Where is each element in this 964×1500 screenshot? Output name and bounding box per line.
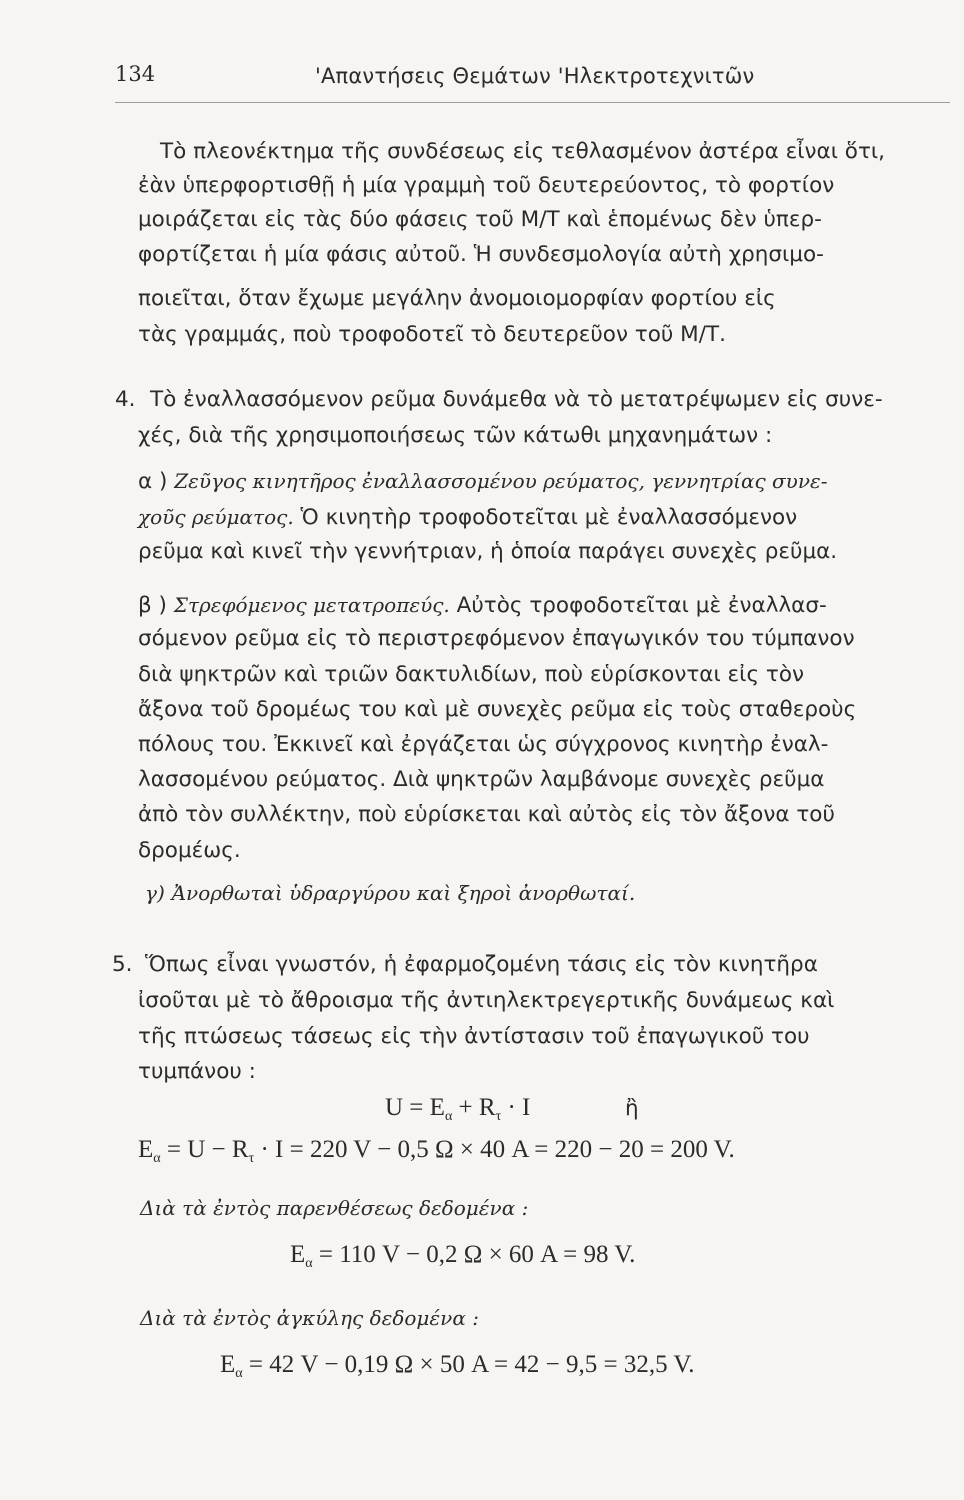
item4-line: Τὸ ἐναλλασσόμενον ρεῦμα δυνάμεθα νὰ τὸ μετατρέψωμεν εἰς συνε- [150, 387, 883, 412]
formula-3-sub-a: α [305, 1256, 313, 1271]
item4b-label: β ) [138, 593, 167, 618]
item4a-heading [138, 466, 827, 497]
item5-line: Ὅπως εἶναι γνωστόν, ἡ ἐφαρμοζομένη τάσις εἰς τὸν κινητῆρα [145, 952, 818, 977]
formula-2-sub-a: α [153, 1151, 161, 1166]
formula-2-sub-t: τ [248, 1151, 255, 1166]
running-title: 'Απαντήσεις Θεμάτων 'Ηλεκτροτεχνιτῶν [315, 64, 755, 88]
formula-2-mid: = U − R [160, 1136, 249, 1163]
formula-1 [385, 1093, 530, 1127]
item4b-title: Στρεφόμενος μετατροπεύς. [173, 593, 450, 617]
item4a-title: Ζεῦγος κινητῆρος ἐναλλασσομένου ρεύματος, γεννητρίας συνε- [174, 469, 828, 493]
item4b-line: ἄξονα τοῦ δρομέως του καὶ μὲ συνεχὲς ρεῦμα εἰς τοὺς σταθεροὺς [138, 697, 857, 722]
item5-line: τῆς πτώσεως τάσεως εἰς τὴν ἀντίστασιν τοῦ ἐπαγωγικοῦ του [138, 1024, 810, 1049]
formula-2 [138, 1135, 735, 1169]
page-header [115, 62, 955, 94]
item4b-line: λασσομένου ρεύματος. Διὰ ψηκτρῶν λαμβάνομε συνεχὲς ρεῦμα [138, 767, 825, 792]
item4a-line: ρεῦμα καὶ κινεῖ τὴν γεννήτριαν, ἡ ὁποία παράγει συνεχὲς ρεῦμα. [138, 539, 838, 564]
formula-4-left: E [220, 1351, 236, 1378]
item5-line: ἰσοῦται μὲ τὸ ἄθροισμα τῆς ἀντιηλεκτρεγερτικῆς δυνάμεως καὶ [138, 988, 835, 1013]
item4b-text: Αὐτὸς τροφοδοτεῖται μὲ ἐναλλασ- [456, 593, 827, 618]
label-brackets: Διὰ τὰ ἐντὸς ἀγκύλης δεδομένα : [140, 1306, 479, 1330]
formula-1-left: U = E [385, 1094, 445, 1121]
formula-4 [220, 1350, 694, 1384]
formula-4-sub-a: α [235, 1366, 243, 1381]
formula-4-right: = 42 V − 0,19 Ω × 50 A = 42 − 9,5 = 32,5 V. [242, 1351, 695, 1378]
formula-3-right: = 110 V − 0,2 Ω × 60 A = 98 V. [312, 1241, 636, 1268]
item4b-heading [138, 590, 827, 621]
item-number-5: 5. [112, 952, 133, 977]
formula-1-right: · I [501, 1094, 531, 1121]
item4a-label: α ) [138, 469, 168, 494]
intro-line: τὰς γραμμάς, ποὺ τροφοδοτεῖ τὸ δευτερεῦον τοῦ Μ/Τ. [138, 322, 726, 347]
formula-3 [290, 1240, 635, 1274]
formula-1-or: ἢ [625, 1096, 639, 1121]
formula-1-sub-a: α [444, 1109, 453, 1124]
item4-line: χές, διὰ τῆς χρησιμοποιήσεως τῶν κάτωθι μηχανημάτων : [138, 423, 773, 448]
formula-3-left: E [290, 1241, 306, 1268]
formula-1-mid: + R [452, 1094, 496, 1121]
formula-2-left: E [138, 1136, 154, 1163]
item4c-heading [145, 878, 635, 909]
intro-line: ἐὰν ὑπερφορτισθῇ ἡ μία γραμμὴ τοῦ δευτερεύοντος, τὸ φορτίον [138, 173, 835, 198]
item4a-title-cont: χοῦς ρεύματος. [138, 505, 294, 529]
item4c-label: γ) [145, 881, 165, 905]
item4a-text: Ὁ κινητὴρ τροφοδοτεῖται μὲ ἐναλλασσόμενον [300, 505, 798, 530]
item4c-title: Ἀνορθωταὶ ὑδραργύρου καὶ ξηροὶ ἀνορθωταί. [171, 881, 636, 905]
header-rule [115, 102, 950, 103]
intro-line: μοιράζεται εἰς τὰς δύο φάσεις τοῦ Μ/Τ καὶ ἑπομένως δὲν ὑπερ- [138, 207, 822, 232]
item4b-line: πόλους του. Ἐκκινεῖ καὶ ἐργάζεται ὡς σύγχρονος κινητὴρ ἐναλ- [138, 732, 829, 757]
label-parentheses: Διὰ τὰ ἐντὸς παρενθέσεως δεδομένα : [140, 1196, 529, 1220]
page-number: 134 [115, 62, 156, 86]
formula-2-right: · I = 220 V − 0,5 Ω × 40 A = 220 − 20 = 200 V. [254, 1136, 735, 1163]
intro-line: ποιεῖται, ὅταν ἔχωμε μεγάλην ἀνομοιομορφίαν φορτίου εἰς [138, 286, 776, 311]
item4b-line: δρομέως. [138, 838, 241, 863]
item5-line: τυμπάνου : [138, 1059, 256, 1084]
intro-line: φορτίζεται ἡ μία φάσις αὐτοῦ. Ἡ συνδεσμολογία αὐτὴ χρησιμο- [138, 242, 824, 267]
intro-line: Τὸ πλεονέκτημα τῆς συνδέσεως εἰς τεθλασμένον ἀστέρα εἶναι ὅτι, [160, 139, 886, 164]
item-number-4: 4. [115, 387, 136, 412]
item4a-line [138, 502, 797, 533]
formula-1-sub-t: τ [495, 1109, 502, 1124]
item4b-line: διὰ ψηκτρῶν καὶ τριῶν δακτυλιδίων, ποὺ εὑρίσκονται εἰς τὸν [138, 662, 805, 687]
item4b-line: ἀπὸ τὸν συλλέκτην, ποὺ εὑρίσκεται καὶ αὐτὸς εἰς τὸν ἄξονα τοῦ [138, 802, 835, 827]
item4b-line: σόμενον ρεῦμα εἰς τὸ περιστρεφόμενον ἐπαγωγικόν του τύμπανον [138, 626, 855, 651]
